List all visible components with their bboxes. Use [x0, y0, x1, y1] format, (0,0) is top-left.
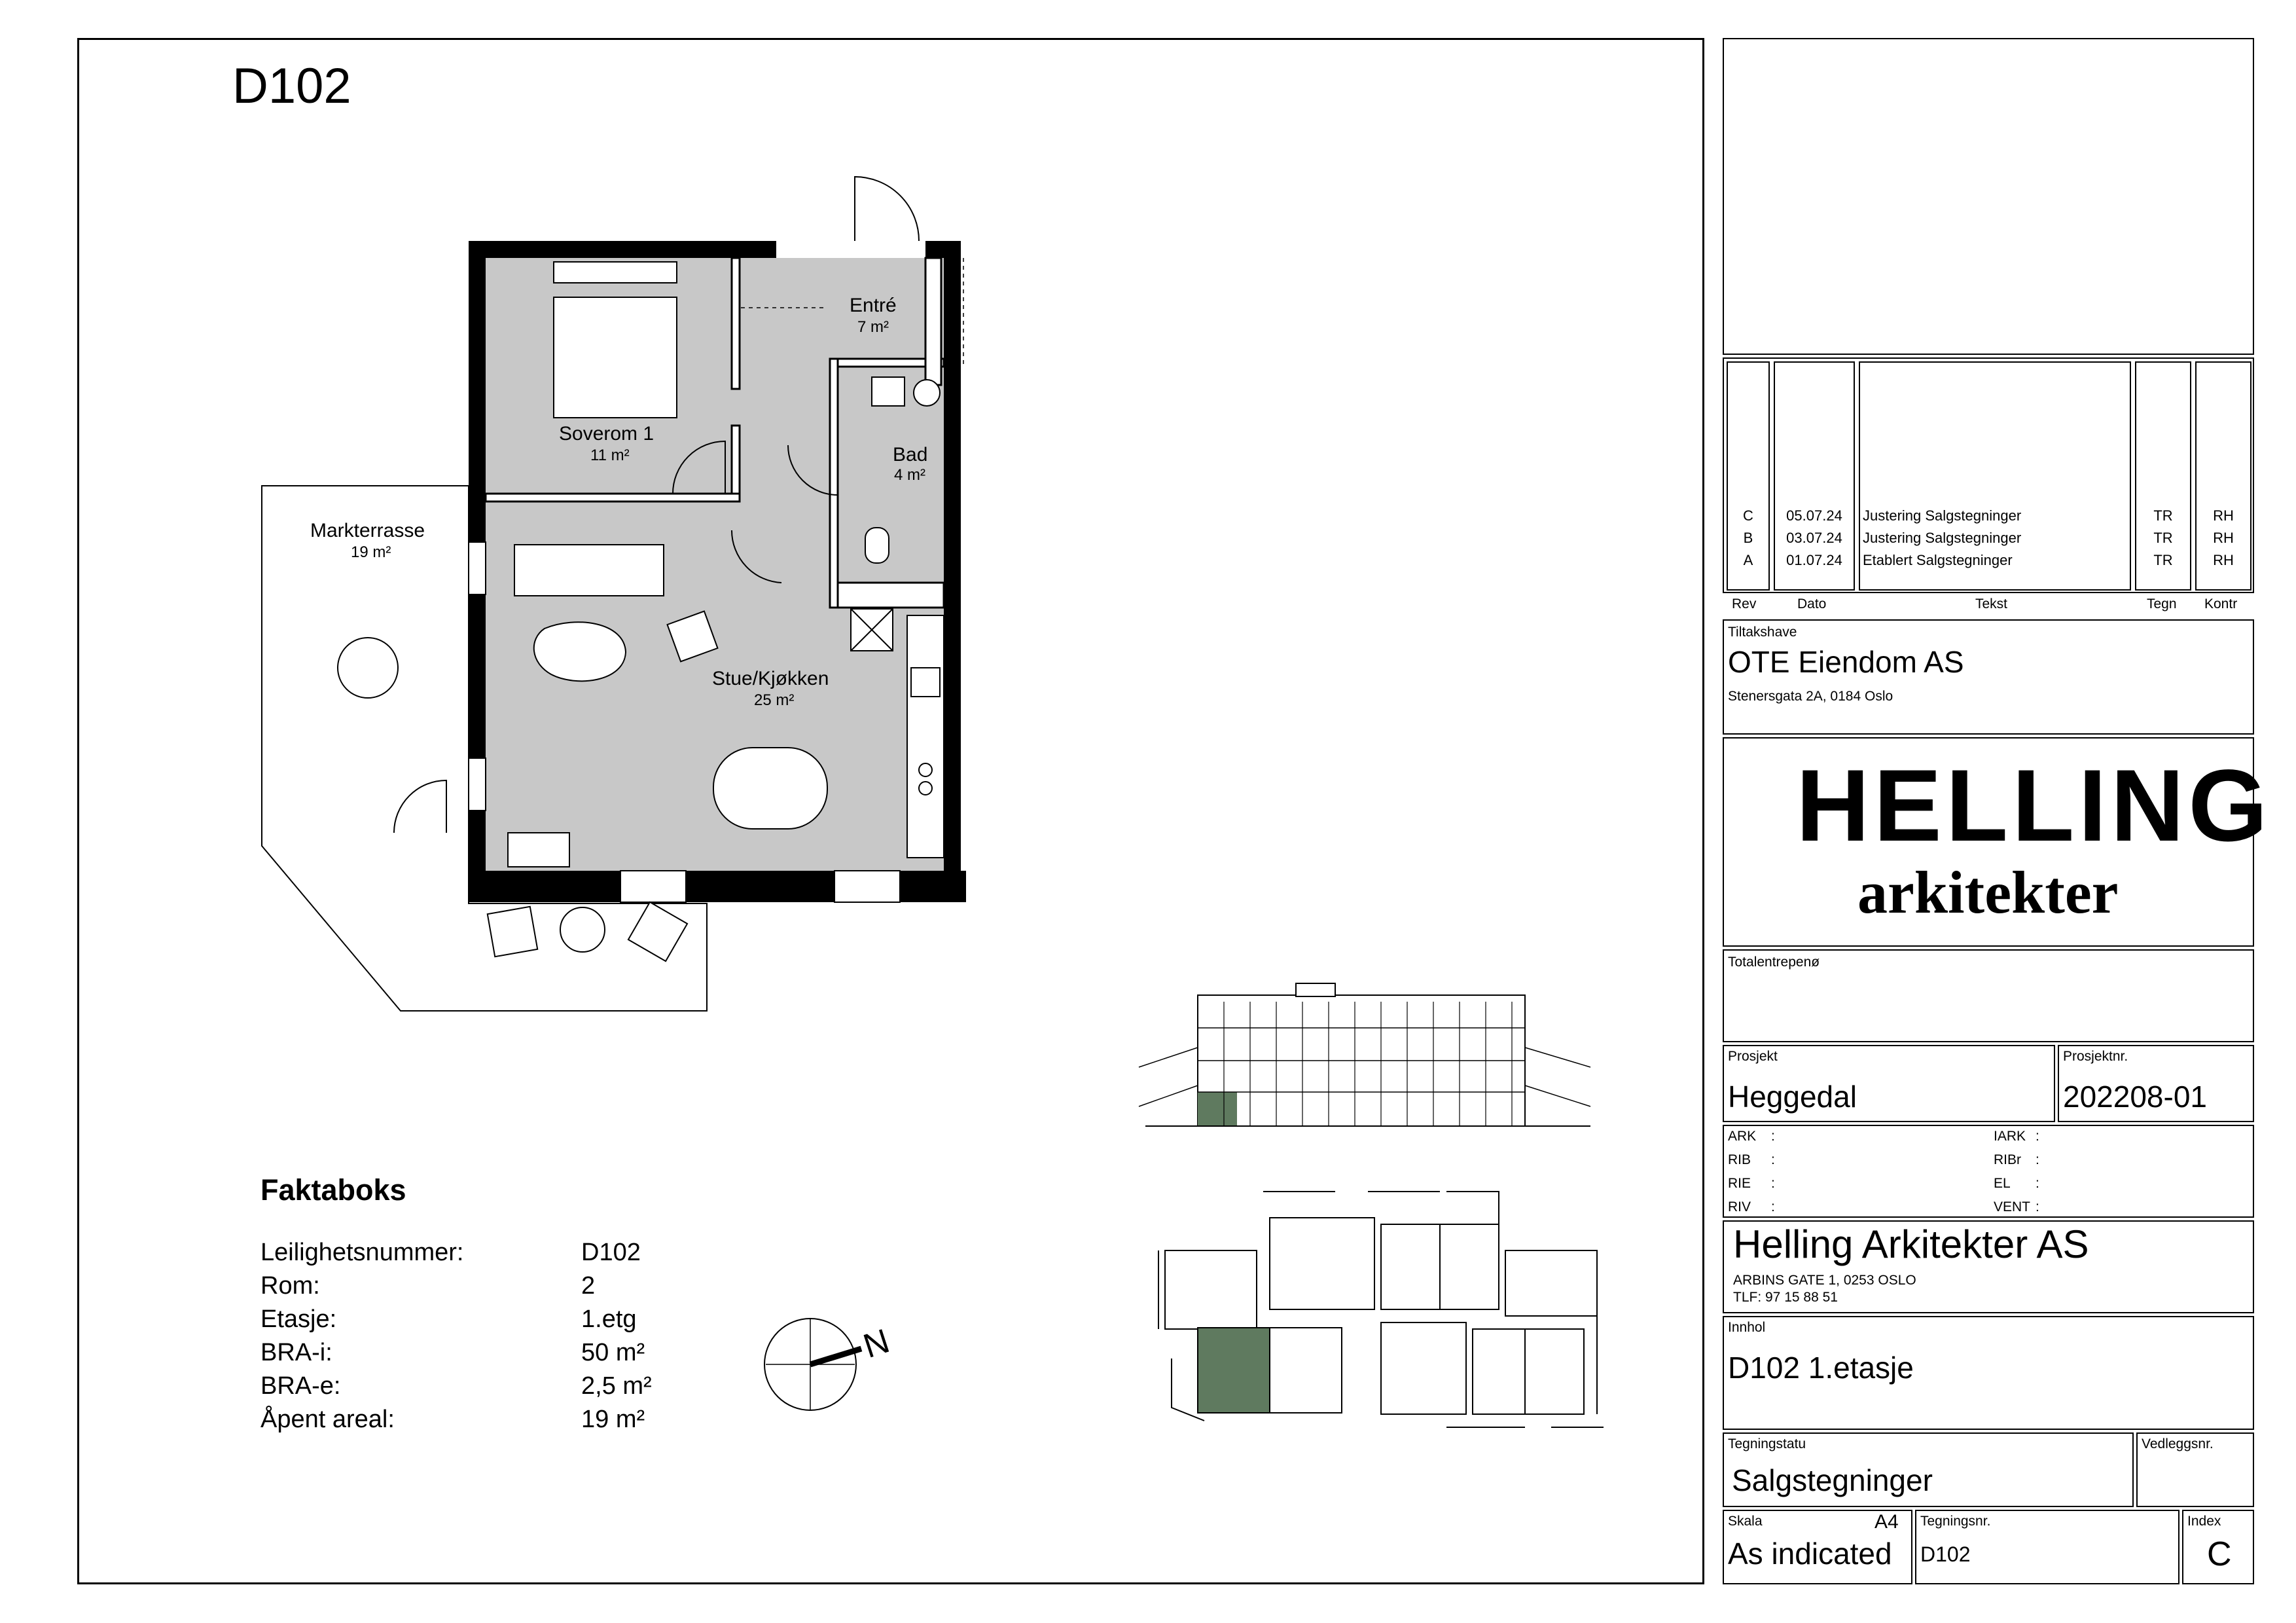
- discipline-code: VENT: [1994, 1199, 2031, 1214]
- skala-value: As indicated: [1728, 1537, 1892, 1571]
- firm-address: ARBINS GATE 1, 0253 OSLO: [1733, 1273, 1916, 1288]
- key-plan: [1132, 1178, 1604, 1467]
- prosjektnr-label: Prosjektnr.: [2063, 1049, 2128, 1064]
- fact-value: D102: [581, 1239, 641, 1266]
- room-entre-area: 7 m²: [857, 318, 889, 336]
- rev-cell: C: [1743, 507, 1753, 524]
- room-terrasse-name: Markterrasse: [310, 520, 425, 541]
- discipline-code: RIV: [1728, 1199, 1751, 1214]
- tegningstatus-label: Tegningstatu: [1728, 1436, 1806, 1451]
- rev-cell: 05.07.24: [1786, 507, 1842, 524]
- tegningsnr-label: Tegningsnr.: [1920, 1514, 1991, 1529]
- fact-value: 2,5 m²: [581, 1372, 652, 1400]
- key-plan-highlight: [1198, 1328, 1270, 1413]
- discipline-sep: :: [1771, 1129, 1775, 1144]
- discipline-code: RIBr: [1994, 1152, 2021, 1167]
- fact-label: Åpent areal:: [260, 1406, 395, 1433]
- sheet-title: D102: [232, 58, 351, 114]
- room-bad-area: 4 m²: [894, 466, 925, 484]
- titleblock-top: [1723, 38, 2254, 355]
- firm-phone: TLF: 97 15 88 51: [1733, 1290, 1838, 1305]
- discipline-sep: :: [1771, 1152, 1775, 1167]
- rev-cell: TR: [2153, 530, 2173, 546]
- room-stue-area: 25 m²: [754, 691, 795, 709]
- discipline-sep: :: [2036, 1199, 2039, 1214]
- floor-plan: [249, 170, 1034, 1021]
- prosjekt-value: Heggedal: [1728, 1080, 1857, 1114]
- rev-cell: 01.07.24: [1786, 552, 1842, 568]
- rev-cell: RH: [2213, 507, 2234, 524]
- rev-header-rev: Rev: [1732, 596, 1757, 611]
- discipline-code: RIB: [1728, 1152, 1751, 1167]
- room-entre-name: Entré: [850, 295, 897, 316]
- vedleggsnr-label: Vedleggsnr.: [2142, 1436, 2214, 1451]
- rev-cell: 03.07.24: [1786, 530, 1842, 546]
- tiltakshave-name: OTE Eiendom AS: [1728, 645, 1964, 679]
- room-stue-name: Stue/Kjøkken: [712, 668, 829, 689]
- rev-col-kontr: [2197, 505, 2250, 572]
- fact-label: BRA-e:: [260, 1372, 341, 1400]
- fact-label: Leilighetsnummer:: [260, 1239, 464, 1266]
- discipline-code: IARK: [1994, 1129, 2026, 1144]
- rev-cell: RH: [2213, 530, 2234, 546]
- room-bad-name: Bad: [893, 444, 928, 465]
- bed: [554, 297, 677, 418]
- tegningsnr-value: D102: [1920, 1542, 1971, 1566]
- rev-header-dato: Dato: [1797, 596, 1827, 611]
- rev-col-rev: [1728, 505, 1768, 572]
- rev-cell: Justering Salgstegninger: [1863, 530, 2022, 546]
- discipline-sep: :: [2036, 1176, 2039, 1191]
- innhol-value: D102 1.etasje: [1728, 1351, 1914, 1385]
- prosjektnr-value: 202208-01: [2063, 1080, 2207, 1114]
- faktaboks-title: Faktaboks: [260, 1173, 406, 1207]
- rev-cell: Justering Salgstegninger: [1863, 507, 2022, 524]
- innhol-label: Innhol: [1728, 1320, 1766, 1335]
- fact-value: 19 m²: [581, 1406, 645, 1433]
- logo-arkitekter: arkitekter: [1857, 859, 2119, 926]
- rev-cell: A: [1743, 552, 1753, 568]
- discipline-code: ARK: [1728, 1129, 1757, 1144]
- north-label: N: [859, 1322, 894, 1366]
- fact-label: Rom:: [260, 1272, 320, 1300]
- rev-cell: Etablert Salgstegninger: [1863, 552, 2013, 568]
- paper-size: A4: [1874, 1511, 1899, 1533]
- fact-value: 1.etg: [581, 1305, 637, 1333]
- discipline-code: EL: [1994, 1176, 2011, 1191]
- dining-table: [713, 748, 827, 829]
- discipline-sep: :: [2036, 1152, 2039, 1167]
- discipline-sep: :: [1771, 1199, 1775, 1214]
- fact-label: Etasje:: [260, 1305, 337, 1333]
- fact-value: 50 m²: [581, 1339, 645, 1366]
- rev-cell: TR: [2153, 552, 2173, 568]
- prosjekt-label: Prosjekt: [1728, 1049, 1778, 1064]
- skala-label: Skala: [1728, 1514, 1763, 1529]
- fact-value: 2: [581, 1272, 596, 1300]
- discipline-sep: :: [1771, 1176, 1775, 1191]
- rev-cell: TR: [2153, 507, 2173, 524]
- room-terrasse-area: 19 m²: [351, 543, 391, 561]
- rev-header-tegn: Tegn: [2147, 596, 2177, 611]
- discipline-code: RIE: [1728, 1176, 1751, 1191]
- tiltakshave-address: Stenersgata 2A, 0184 Oslo: [1728, 689, 1893, 704]
- index-value: C: [2207, 1535, 2232, 1573]
- disciplines-box: [1723, 1125, 2254, 1218]
- tegningstatus-value: Salgstegninger: [1732, 1463, 1933, 1497]
- index-label: Index: [2187, 1514, 2221, 1529]
- room-soverom-name: Soverom 1: [559, 423, 655, 445]
- building-elevation: [1132, 976, 1604, 1133]
- firm-name: Helling Arkitekter AS: [1733, 1222, 2089, 1266]
- fact-label: BRA-i:: [260, 1339, 332, 1366]
- rev-header-tekst: Tekst: [1975, 596, 2008, 611]
- rev-header-kontr: Kontr: [2204, 596, 2238, 611]
- rev-col-tekst: [1863, 505, 2131, 572]
- rev-col-tegn: [2136, 505, 2190, 572]
- sofa: [514, 545, 664, 596]
- rev-col-dato: [1775, 505, 1854, 572]
- rev-cell: RH: [2213, 552, 2234, 568]
- totalentrepenor-label: Totalentrepenø: [1728, 955, 1820, 970]
- north-arrow-icon: [759, 1309, 910, 1421]
- tiltakshave-label: Tiltakshave: [1728, 625, 1797, 640]
- rev-cell: B: [1743, 530, 1753, 546]
- discipline-sep: :: [2036, 1129, 2039, 1144]
- logo-helling: HELLING: [1796, 749, 2272, 863]
- room-soverom-area: 11 m²: [590, 447, 630, 464]
